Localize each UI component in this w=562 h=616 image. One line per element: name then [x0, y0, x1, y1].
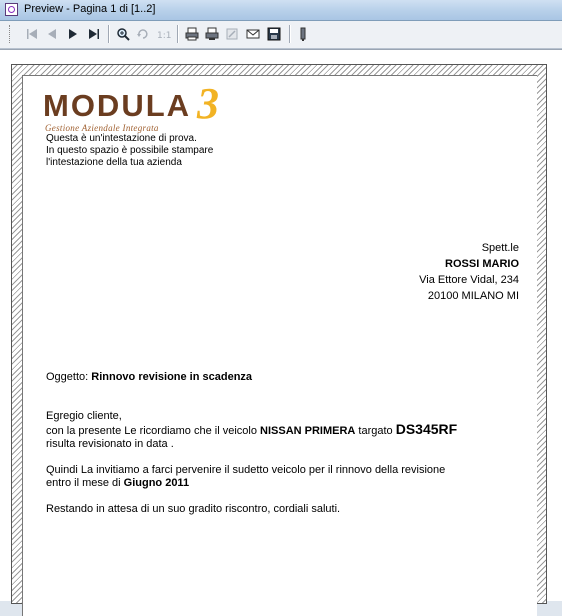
deadline-text: entro il mese di [46, 477, 121, 489]
letter-page [22, 75, 537, 616]
toolbar-separator [289, 25, 290, 43]
last-page-button[interactable] [85, 25, 103, 43]
closing-line: Restando in attesa di un suo gradito riscontro, cordiali saluti. [46, 503, 341, 515]
revision-date-line: risulta revisionato in data . [46, 438, 174, 450]
exit-icon [295, 26, 311, 42]
previous-page-button[interactable] [43, 25, 61, 43]
save-button[interactable] [265, 25, 283, 43]
letterhead-text [46, 133, 213, 169]
letterhead-line: In questo spazio è possibile stampare [46, 145, 214, 156]
window-title: Preview - Pagina 1 di [1..2] [24, 3, 156, 15]
subject-line [46, 371, 526, 384]
greeting: Egregio cliente, [46, 410, 122, 422]
export-button[interactable] [223, 25, 241, 43]
invitation-line: Quindi La invitiamo a farci pervenire il sudetto veicolo per il rinnovo della revisione [46, 464, 446, 476]
letter-body [46, 371, 526, 516]
print-setup-button[interactable] [203, 25, 221, 43]
app-icon [5, 3, 18, 16]
license-plate: DS345RF [395, 421, 458, 437]
plate-label: targato [358, 425, 393, 437]
page-width-icon [155, 26, 171, 42]
toolbar-separator [177, 25, 178, 43]
next-page-icon [65, 26, 81, 42]
save-icon [266, 26, 282, 42]
recipient-street: Via Ettore Vidal, 234 [419, 274, 519, 286]
reminder-text: con la presente Le ricordiamo che il veicolo [46, 425, 257, 437]
subject-text: Rinnovo revisione in scadenza [91, 371, 253, 383]
recipient-address [419, 240, 519, 304]
logo-number: 3 [197, 79, 219, 128]
title-bar [0, 0, 562, 21]
reminder-line [46, 423, 526, 438]
next-page-button[interactable] [64, 25, 82, 43]
print-button[interactable] [183, 25, 201, 43]
letterhead-line: Questa è un'intestazione di prova. [46, 133, 197, 144]
toolbar-separator [108, 25, 109, 43]
preview-area [0, 49, 562, 601]
deadline-line [46, 477, 526, 490]
recipient-name: ROSSI MARIO [445, 258, 519, 270]
page-frame [11, 64, 547, 604]
toolbar-grip[interactable] [9, 25, 13, 43]
letterhead-line: l'intestazione della tua azienda [46, 157, 182, 168]
zoom-button[interactable] [114, 25, 132, 43]
recipient-salutation: Spett.le [481, 242, 519, 254]
export-icon [224, 26, 240, 42]
exit-button[interactable] [294, 25, 312, 43]
page-width-button[interactable] [154, 25, 172, 43]
print-setup-icon [204, 26, 220, 42]
company-logo [43, 79, 233, 138]
zoom-reset-button[interactable] [134, 25, 152, 43]
logo-tagline: Gestione Aziendale Integrata [45, 123, 159, 133]
subject-label: Oggetto: [46, 371, 89, 383]
toolbar [0, 21, 562, 49]
email-icon [245, 26, 261, 42]
first-page-icon [24, 26, 40, 42]
last-page-icon [86, 26, 102, 42]
previous-page-icon [44, 26, 60, 42]
first-page-button[interactable] [23, 25, 41, 43]
zoom-icon [115, 26, 131, 42]
email-button[interactable] [244, 25, 262, 43]
logo-wordmark: MODULA [43, 88, 192, 123]
svg-text:1:1: 1:1 [157, 31, 171, 41]
print-icon [184, 26, 200, 42]
zoom-reset-icon [135, 26, 151, 42]
deadline-month: Giugno 2011 [123, 477, 190, 489]
recipient-city: 20100 MILANO MI [427, 290, 519, 302]
vehicle-model: NISSAN PRIMERA [260, 425, 356, 437]
